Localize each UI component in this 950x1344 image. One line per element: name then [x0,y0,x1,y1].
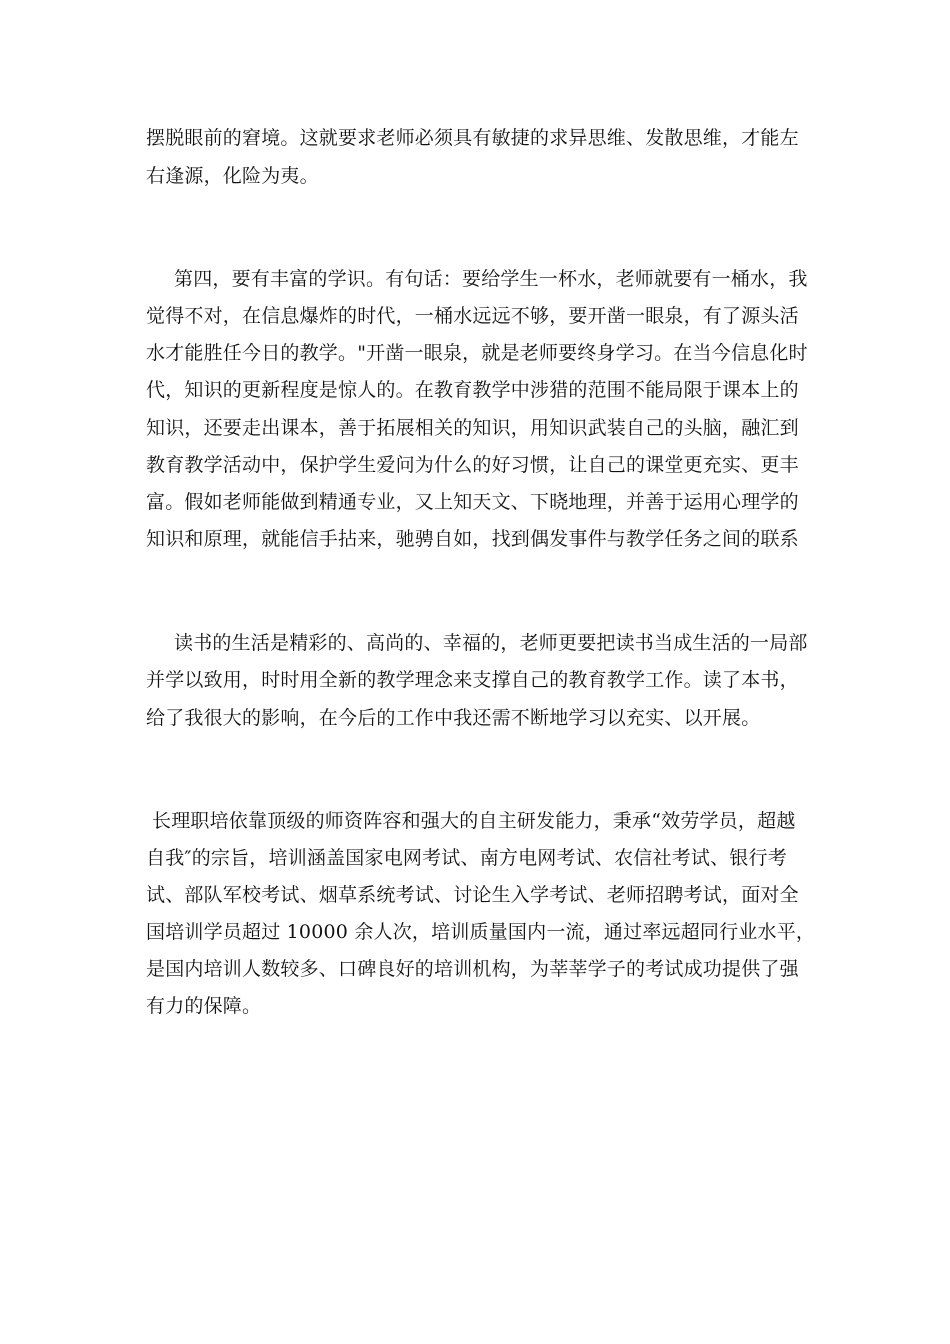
paragraph-line: 给了我很大的影响，在今后的工作中我还需不断地学习以充实、以开展。 [146,707,761,729]
paragraph-line: 富。假如老师能做到精通专业，又上知天文、下晓地理，并善于运用心理学的 [146,491,799,513]
paragraph-line: 水才能胜任今日的教学。"开凿一眼泉，就是老师要终身学习。在当今信息化时 [146,342,808,364]
paragraph-line: 并学以致用，时时用全新的教学理念来支撑自己的教育教学工作。读了本书， [146,669,799,691]
paragraph-line: 右逢源，化险为夷。 [146,165,319,187]
paragraph-line: 知识和原理，就能信手拈来，驰骋自如，找到偶发事件与教学任务之间的联系 [146,528,799,550]
paragraph-line: 第四，要有丰富的学识。有句话：要给学生一杯水，老师就要有一桶水，我 [174,268,808,290]
paragraph-line: 摆脱眼前的窘境。这就要求老师必须具有敏捷的求异思维、发散思维，才能左 [146,127,799,149]
paragraph-line: 是国内培训人数较多、口碑良好的培训机构，为莘莘学子的考试成功提供了强 [146,958,799,980]
paragraph-line: 自我″的宗旨，培训涵盖国家电网考试、南方电网考试、农信社考试、银行考 [146,847,787,869]
paragraph-line: 长理职培依靠顶级的师资阵容和强大的自主研发能力，秉承“效劳学员，超越 [152,810,796,832]
paragraph-line: 觉得不对，在信息爆炸的时代，一桶水远远不够，要开凿一眼泉，有了源头活 [146,305,799,327]
paragraph-line: 教育教学活动中，保护学生爱问为什么的好习惯，让自己的课堂更充实、更丰 [146,454,799,476]
paragraph-line: 有力的保障。 [146,995,262,1017]
paragraph-line: 知识，还要走出课本，善于拓展相关的知识，用知识武装自己的头脑，融汇到 [146,417,799,439]
paragraph-line: 试、部队军校考试、烟草系统考试、讨论生入学考试、老师招聘考试，面对全 [146,884,799,906]
paragraph-line: 国培训学员超过 10000 余人次，培训质量国内一流，通过率远超同行业水平， [146,921,816,943]
paragraph-line: 读书的生活是精彩的、高尚的、幸福的，老师更要把读书当成生活的一局部 [174,632,808,654]
paragraph-line: 代，知识的更新程度是惊人的。在教育教学中涉猎的范围不能局限于课本上的 [146,379,799,401]
